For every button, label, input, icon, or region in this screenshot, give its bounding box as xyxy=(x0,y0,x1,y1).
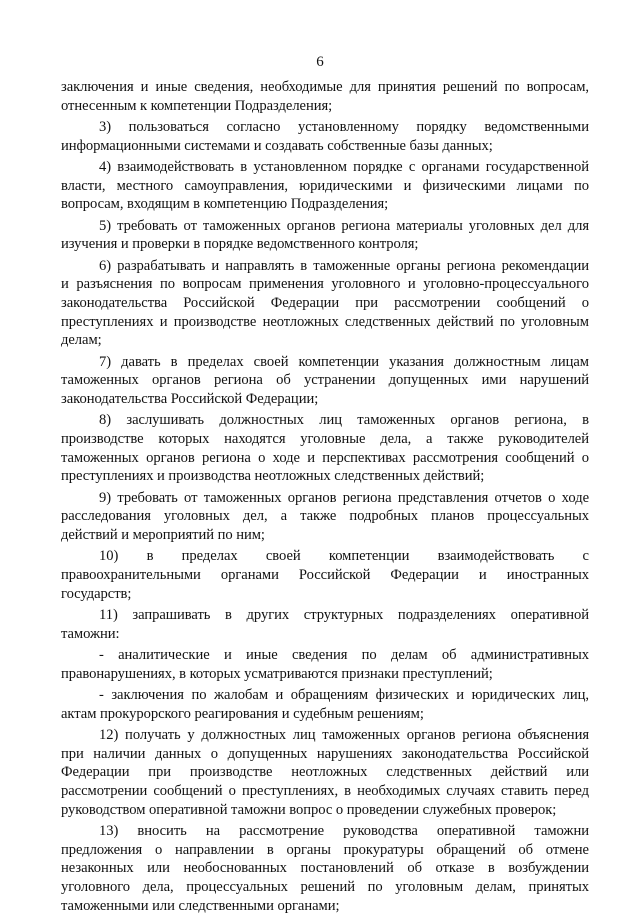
text-line: - аналитические и иные сведения по делам об административных xyxy=(99,646,589,663)
text-line: при наличии данных о допущенных нарушениях законодательства Российской xyxy=(61,745,589,762)
text-line: незаконных или необоснованных постановлений об отказе в возбуждении xyxy=(61,860,589,877)
text-line: действий и мероприятий по ним; xyxy=(61,526,265,543)
paragraph xyxy=(61,118,589,155)
text-line: Федерации при производстве неотложных следственных действий или xyxy=(61,764,589,781)
text-line: 13) вносить на рассмотрение руководства оперативной таможни xyxy=(99,822,589,839)
text-line: вопросам, входящим в компетенцию Подразделения; xyxy=(61,196,389,213)
document-body xyxy=(61,78,589,918)
text-line: 5) требовать от таможенных органов региона материалы уголовных дел для xyxy=(99,217,589,234)
text-line: правонарушениях, в которых усматриваются признаки преступлений; xyxy=(61,665,493,682)
text-line: и разъяснения по вопросам применения уголовного и уголовно-процессуального xyxy=(61,276,589,293)
paragraph xyxy=(61,78,589,115)
text-line: рассмотрении сообщений о преступлениях, в необходимых случаях ставить перед xyxy=(61,782,589,799)
paragraph xyxy=(61,686,589,723)
text-line: уголовного дела, процессуальных решений по уголовным делам, принятых xyxy=(61,878,589,895)
text-line: отнесенным к компетенции Подразделения; xyxy=(61,97,333,114)
paragraph xyxy=(61,606,589,643)
text-line: преступлениях и производства неотложных следственных действий; xyxy=(61,468,485,485)
text-line: производстве которых находятся уголовные дела, а также руководителей xyxy=(61,430,589,447)
text-line: законодательства Российской Федерации при рассмотрении сообщений о xyxy=(61,294,589,311)
paragraph xyxy=(61,217,589,254)
text-line: власти, местного самоуправления, юридическими и физическими лицами по xyxy=(61,177,589,194)
text-line: таможенными или следственными органами; xyxy=(61,897,340,914)
text-line: делам; xyxy=(61,332,102,349)
text-line: 3) пользоваться согласно установленному порядку ведомственными xyxy=(99,118,589,135)
text-line: государств; xyxy=(61,585,132,602)
text-line: 7) давать в пределах своей компетенции указания должностным лицам xyxy=(99,353,589,370)
text-line: предложения о направлении в органы прокуратуры обращений об отмене xyxy=(61,841,589,858)
paragraph xyxy=(61,353,589,409)
text-line: руководством оперативной таможни вопрос о проведении служебных проверок; xyxy=(61,801,557,818)
text-line: расследования уголовных дел, а также подробных планов процессуальных xyxy=(61,508,589,525)
text-line: законодательства Российской Федерации; xyxy=(61,390,319,407)
text-line: - заключения по жалобам и обращениям физических и юридических лиц, xyxy=(99,686,589,703)
paragraph xyxy=(61,726,589,819)
text-line: правоохранительными органами Российской Федерации и иностранных xyxy=(61,566,589,583)
text-line: 8) заслушивать должностных лиц таможенных органов региона, в xyxy=(99,412,589,429)
text-line: таможенных органов региона об устранении допущенных ими нарушений xyxy=(61,372,589,389)
text-line: 4) взаимодействовать в установленном порядке с органами государственной xyxy=(99,158,589,175)
text-line: 9) требовать от таможенных органов региона представления отчетов о ходе xyxy=(99,489,589,506)
text-line: актам прокурорского реагирования и судебным решениям; xyxy=(61,705,424,722)
text-line: таможни: xyxy=(61,625,120,642)
text-line: 6) разрабатывать и направлять в таможенные органы региона рекомендации xyxy=(99,257,589,274)
text-line: изучения и проверки в порядке ведомственного контроля; xyxy=(61,236,419,253)
paragraph xyxy=(61,158,589,214)
text-line: 10) в пределах своей компетенции взаимодействовать с xyxy=(99,548,589,565)
text-line: преступлениях и производстве неотложных следственных действий по уголовным xyxy=(61,313,589,330)
text-line: 12) получать у должностных лиц таможенных органов региона объяснения xyxy=(99,726,589,743)
text-line: информационными системами и создавать собственные базы данных; xyxy=(61,137,493,154)
text-line: заключения и иные сведения, необходимые для принятия решений по вопросам, xyxy=(61,79,589,95)
paragraph xyxy=(61,489,589,545)
paragraph xyxy=(61,411,589,486)
paragraph xyxy=(61,822,589,915)
text-line: 11) запрашивать в других структурных подразделениях оперативной xyxy=(99,606,589,623)
paragraph xyxy=(61,646,589,683)
paragraph xyxy=(61,257,589,350)
text-line: таможенных органов региона о ходе и перспективах рассмотрения сообщений о xyxy=(61,449,589,466)
page-number: 6 xyxy=(316,54,324,70)
paragraph xyxy=(61,547,589,603)
